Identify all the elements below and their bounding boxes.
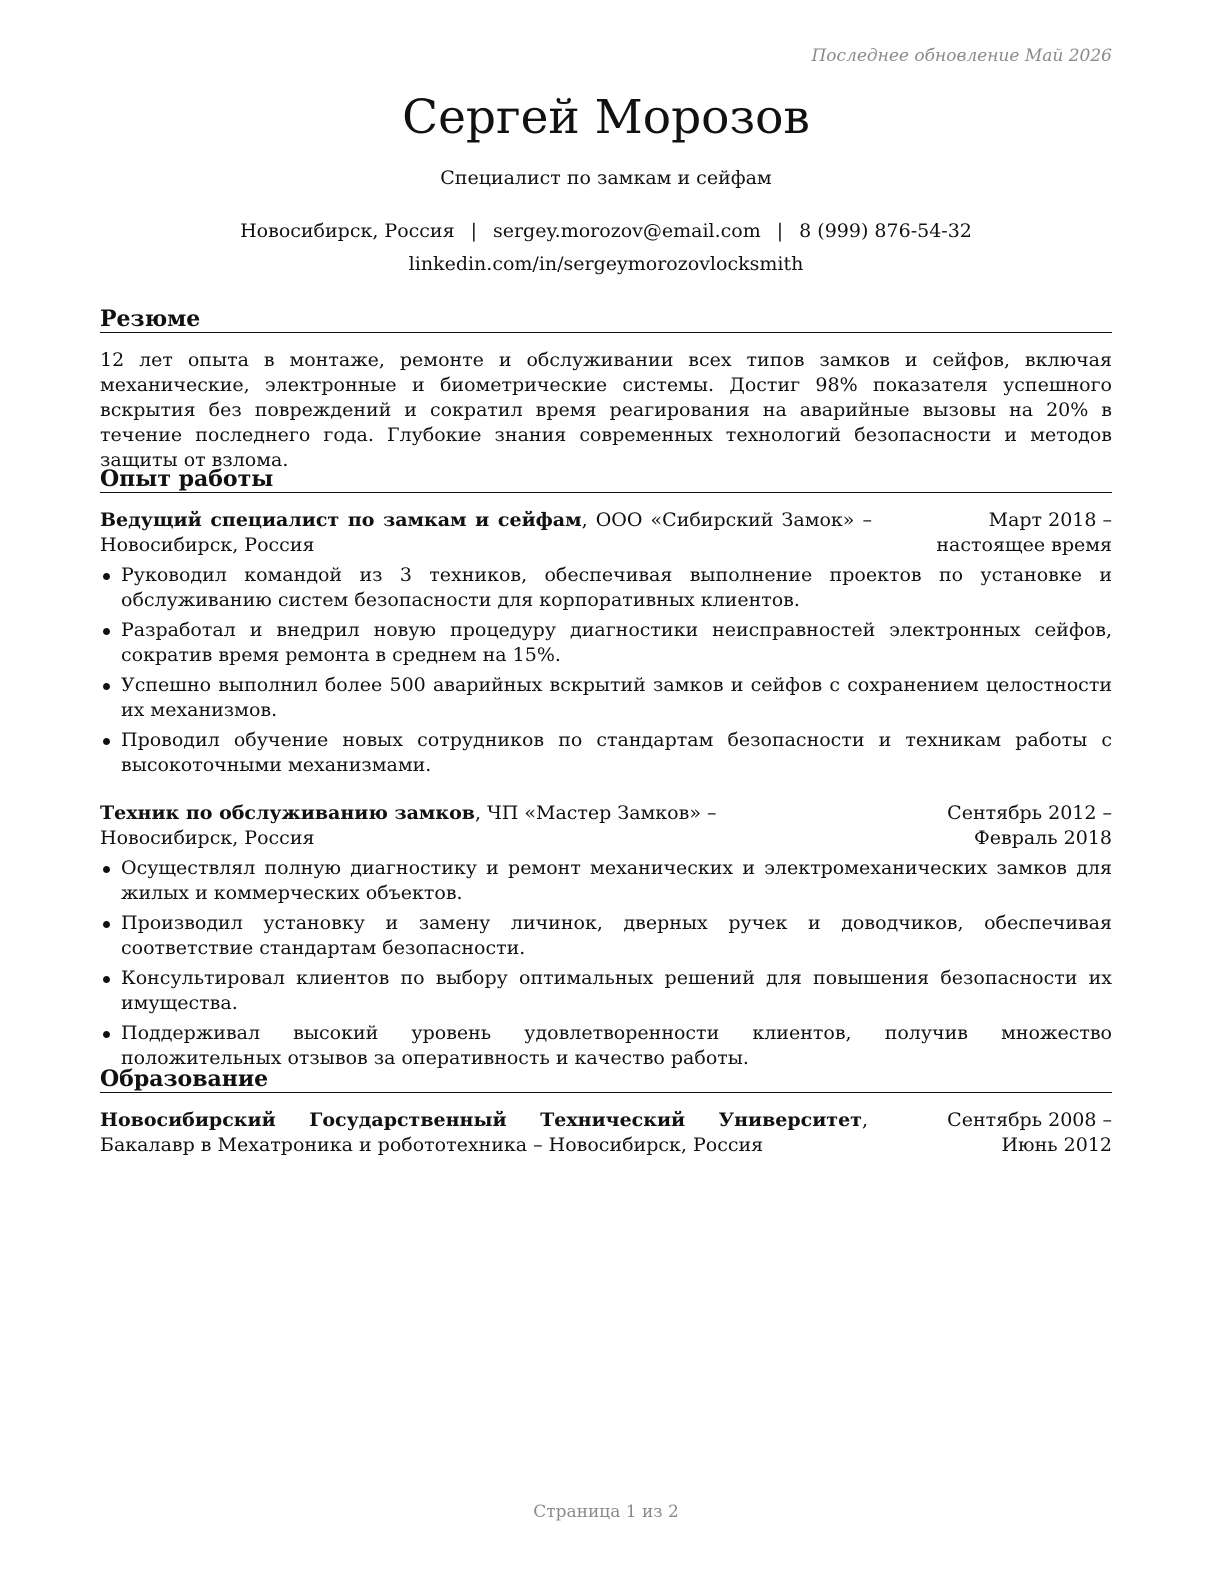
degree: , Бакалавр в Мехатроника и робототехника – Новосибирск, Россия	[100, 1109, 868, 1156]
phone-number[interactable]: 8 (999) 876-54-32	[799, 220, 972, 242]
page-number: Страница 1 из 2	[533, 1502, 679, 1522]
list-item: Руководил командой из 3 техников, обеспечивая выполнение проектов по установке и обслуживанию систем безопасности для корпоративных клиентов.	[100, 563, 1112, 613]
summary-text: 12 лет опыта в монтаже, ремонте и обслуживании всех типов замков и сейфов, включая механические, электронные и биометрические системы. Достиг 98% показателя успешного вскрытия без повреждений и сократил время реагирования на аварийные вызовы на 20% в течение последнего года. Глубокие знания современных технологий безопасности и методов защиты от взлома.	[100, 349, 1112, 471]
job-org: , ООО «Сибирский Замок» – Новосибирск, Россия	[100, 509, 872, 556]
job-title-line	[100, 508, 872, 558]
job-bullets	[100, 856, 1112, 1076]
job-dates: Март 2018 – настоящее время	[936, 509, 1112, 556]
experience-heading: Опыт работы	[100, 466, 1112, 493]
education-line	[100, 1108, 868, 1158]
job-org: , ЧП «Мастер Замков» – Новосибирск, Россия	[100, 802, 717, 849]
school-name: Новосибирский Государственный Технический Университет	[100, 1109, 862, 1131]
summary-heading: Резюме	[100, 306, 1112, 333]
list-item: Разработал и внедрил новую процедуру диагностики неисправностей электронных сейфов, сократив время ремонта в среднем на 15%.	[100, 618, 1112, 668]
job-title: Специалист по замкам и сейфам	[440, 167, 772, 189]
location: Новосибирск, Россия	[240, 220, 455, 242]
education-heading: Образование	[100, 1066, 1112, 1093]
separator: |	[776, 220, 784, 242]
linkedin-line	[100, 252, 1112, 277]
job-role: Техник по обслуживанию замков	[100, 802, 475, 824]
list-item: Производил установку и замену личинок, дверных ручек и доводчиков, обеспечивая соответствие стандартам безопасности.	[100, 911, 1112, 961]
list-item: Проводил обучение новых сотрудников по стандартам безопасности и техникам работы с высокоточными механизмами.	[100, 728, 1112, 778]
list-item: Консультировал клиентов по выбору оптимальных решений для повышения безопасности их имущества.	[100, 966, 1112, 1016]
job-dates: Сентябрь 2012 – Февраль 2018	[947, 802, 1112, 849]
job-title-line	[100, 801, 860, 851]
job-role: Ведущий специалист по замкам и сейфам	[100, 509, 582, 531]
last-updated: Последнее обновление Май 2026	[811, 46, 1112, 66]
separator: |	[470, 220, 477, 242]
person-name: Сергей Морозов	[402, 90, 810, 145]
linkedin-link[interactable]: linkedin.com/in/sergeymorozovlocksmith	[408, 253, 804, 275]
list-item: Успешно выполнил более 500 аварийных вскрытий замков и сейфов с сохранением целостности их механизмов.	[100, 673, 1112, 723]
email-link[interactable]: sergey.morozov@email.com	[492, 220, 761, 242]
job-bullets	[100, 563, 1112, 783]
contact-line	[100, 219, 1112, 244]
list-item: Поддерживал высокий уровень удовлетворенности клиентов, получив множество положительных отзывов за оперативность и качество работы.	[100, 1021, 1112, 1071]
resume-page	[100, 0, 1112, 1584]
education-dates: Сентябрь 2008 – Июнь 2012	[947, 1109, 1112, 1156]
list-item: Осуществлял полную диагностику и ремонт механических и электромеханических замков для жилых и коммерческих объектов.	[100, 856, 1112, 906]
